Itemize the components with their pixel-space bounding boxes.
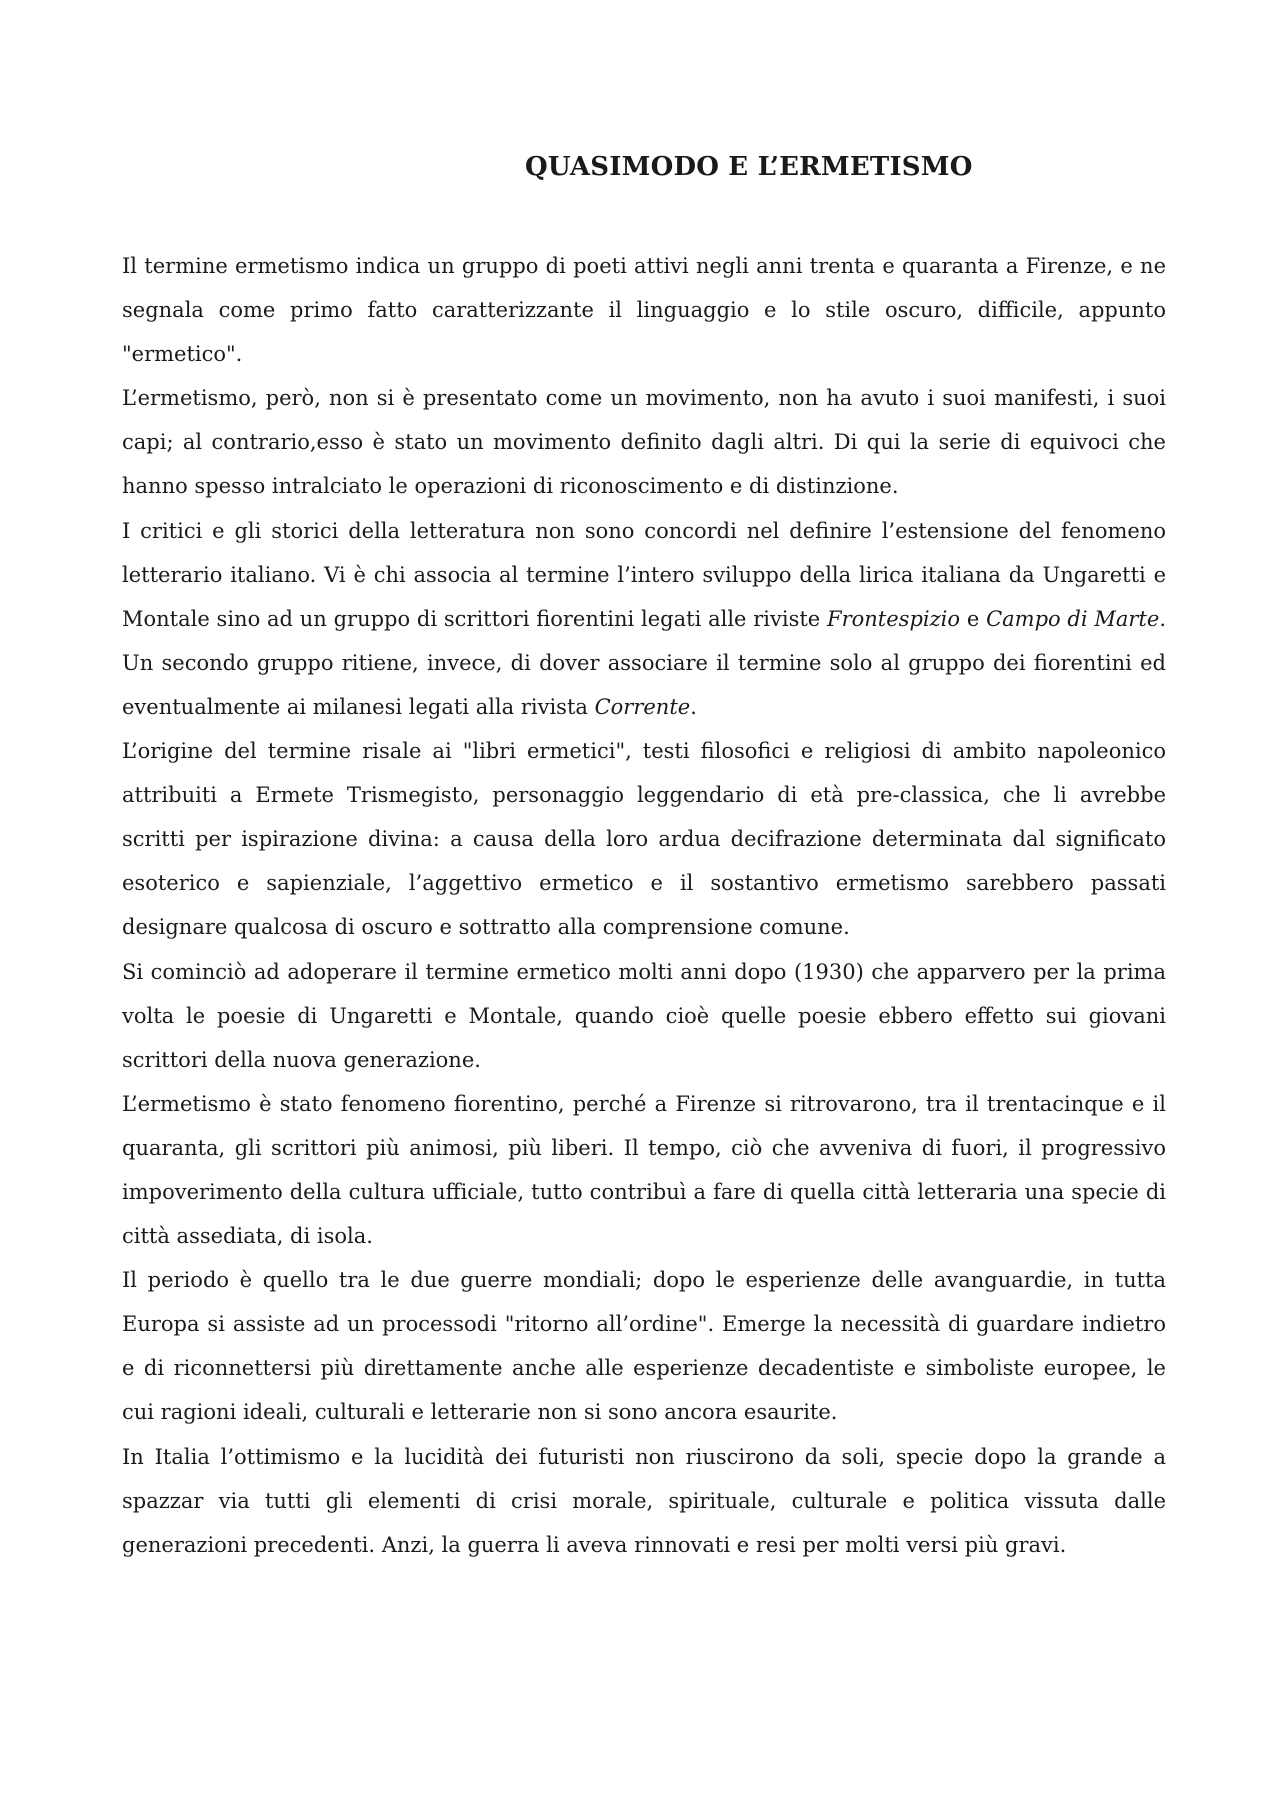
text-run: L’ermetismo, però, non si è presentato come un movimento, non ha avuto i suoi manifesti, i suoi capi; al contrario,esso è stato un movimento definito dagli altri. Di qui la serie di equivoci che hanno spesso intralciato le operazioni di riconoscimento e di distinzione. — [122, 386, 1166, 499]
text-run: . Un secondo gruppo ritiene, invece, di dover associare il termine solo al gruppo dei fiorentini ed eventualmente ai milanesi legati alla rivista — [122, 606, 1166, 719]
text-run: L’origine del termine risale ai "libri ermetici", testi filosofici e religiosi di ambito napoleonico attribuiti a Ermete Trismegisto, personaggio leggendario di età pre-classica, che li avrebbe scritti per ispirazione divina: a causa della loro ardua decifrazione determinata dal significato esoterico e sapienziale, l’aggettivo ermetico e il sostantivo ermetismo sarebbero passati designare qualcosa di oscuro e sottratto alla comprensione comune. — [122, 739, 1166, 940]
italic-title: Campo di Marte — [986, 606, 1160, 631]
text-run: Si cominciò ad adoperare il termine ermetico molti anni dopo (1930) che apparvero per la prima volta le poesie di Ungaretti e Montale, quando cioè quelle poesie ebbero effetto sui giovani scrittori della nuova generazione. — [122, 959, 1166, 1072]
paragraph — [122, 1258, 1166, 1434]
text-run: Il periodo è quello tra le due guerre mondiali; dopo le esperienze delle avanguardie, in tutta Europa si assiste ad un processodi "ritorno all’ordine". Emerge la necessità di guardare indietro e di riconnettersi più direttamente anche alle esperienze decadentiste e simboliste europee, le cui ragioni ideali, culturali e letterarie non si sono ancora esaurite. — [122, 1268, 1166, 1425]
paragraph — [122, 244, 1166, 376]
paragraph — [122, 950, 1166, 1082]
paragraph — [122, 509, 1166, 729]
body-text — [122, 244, 1166, 1567]
italic-title: Corrente — [594, 694, 691, 719]
text-run: In Italia l’ottimismo e la lucidità dei futuristi non riuscirono da soli, specie dopo la grande a spazzar via tutti gli elementi di crisi morale, spirituale, culturale e politica vissuta dalle generazioni precedenti. Anzi, la guerra li aveva rinnovati e resi per molti versi più gravi. — [122, 1444, 1166, 1557]
text-run: I critici e gli storici della letteratura non sono concordi nel definire l’estensione del fenomeno letterario italiano. Vi è chi associa al termine l’intero sviluppo della lirica italiana da Ungaretti e Montale sino ad un gruppo di scrittori fiorentini legati alle riviste — [122, 518, 1166, 631]
text-run: Il termine ermetismo indica un gruppo di poeti attivi negli anni trenta e quaranta a Firenze, e ne segnala come primo fatto caratterizzante il linguaggio e lo stile oscuro, difficile, appunto "ermetico". — [122, 254, 1166, 367]
paragraph — [122, 1082, 1166, 1258]
italic-title: Frontespizio — [827, 606, 961, 631]
paragraph — [122, 729, 1166, 949]
text-run: e — [960, 606, 987, 631]
paragraph — [122, 1435, 1166, 1567]
page-title: QUASIMODO E L’ERMETISMO — [525, 152, 973, 182]
text-run: . — [690, 694, 697, 719]
paragraph — [122, 376, 1166, 508]
text-run: L’ermetismo è stato fenomeno fiorentino, perché a Firenze si ritrovarono, tra il trentacinque e il quaranta, gli scrittori più animosi, più liberi. Il tempo, ciò che avveniva di fuori, il progressivo impoverimento della cultura ufficiale, tutto contribuì a fare di quella città letteraria una specie di città assediata, di isola. — [122, 1091, 1166, 1249]
